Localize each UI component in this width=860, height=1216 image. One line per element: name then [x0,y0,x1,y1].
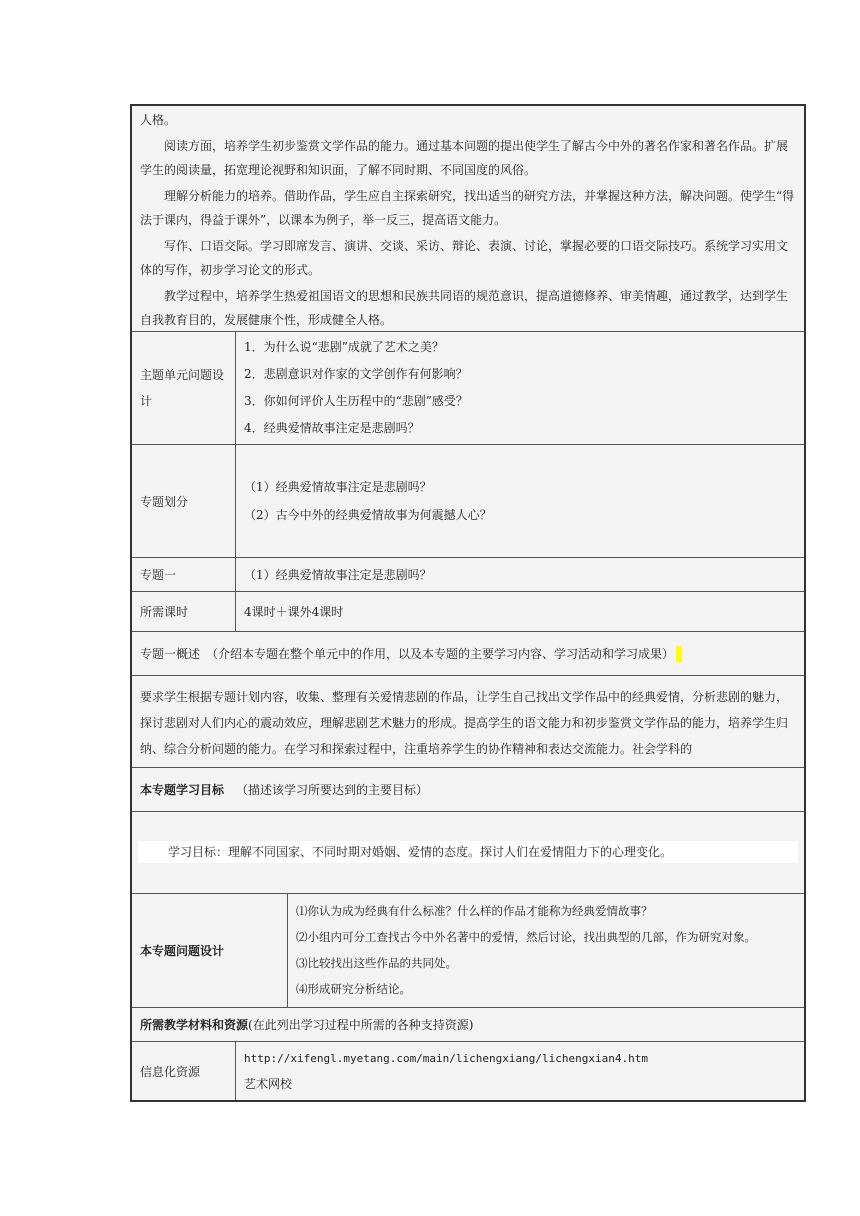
unit-questions-label [132,332,236,444]
goals-body-bar [138,841,798,863]
problem-design-label-text: 本专题问题设计 [140,944,225,958]
problem-design-label [132,894,288,1007]
intro-line: 人格。 [140,113,177,127]
goals-body-row [132,812,804,894]
resources-label-text: 信息化资源 [140,1064,201,1079]
unit-question-item: 2．悲剧意识对作家的文学创作有何影响？ [244,367,468,381]
resources-label [132,1042,236,1100]
unit-questions-row [132,332,804,445]
lesson-plan-table [130,104,806,1102]
overview-body: 要求学生根据专题计划内容，收集、整理有关爱情悲剧的作品，让学生自己找出文学作品中的经典爱情，分析悲剧的魅力，探讨悲剧对人们内心的震动效应，理解悲剧艺术魅力的形成。提高学生的语文能力和初步鉴赏文学作品的能力，培养学生归纳、综合分析问题的能力。在学习和探索过程中，注重培养学生的协作精神和表达交流能力。社会学科的 [140,690,789,756]
topic-item: （2）古今中外的经典爱情故事为何震撼人心？ [244,508,492,522]
intro-paragraph-analysis: 理解分析能力的培养。借助作品，学生应自主探索研究，找出适当的研究方法，并掌握这种方法，解决问题。使学生“得法于课内，得益于课外”，以课本为例子，举一反三，提高语文能力。 [140,189,795,227]
problem-item: ⑵小组内可分工查找古今中外名著中的爱情，然后讨论，找出典型的几部，作为研究对象。 [296,930,756,944]
topics-list [236,445,804,557]
goals-heading-row [132,768,804,812]
unit-question-item: 3．你如何评价人生历程中的“悲剧”感受？ [244,394,468,408]
topic-one-row [132,558,804,592]
goals-heading: 本专题学习目标 [140,783,225,797]
overview-body-row [132,676,804,768]
overview-heading-row [132,632,804,676]
resources-heading-row [132,1008,804,1042]
resource-link[interactable]: http://xifengl.myetang.com/main/lichengxiang/lichengxian4.htm [244,1052,648,1065]
intro-paragraph-reading: 阅读方面，培养学生初步鉴赏文学作品的能力。通过基本问题的提出使学生了解古今中外的著名作家和著名作品。扩展学生的阅读量，拓宽理论视野和知识面，了解不同时期、不同国度的风俗。 [140,139,789,177]
topic-one-label [132,558,236,591]
resources-row [132,1042,804,1100]
topics-label-text: 专题划分 [140,494,189,509]
hours-label-text: 所需课时 [140,605,189,619]
problem-item: ⑷形成研究分析结论。 [296,982,411,996]
topics-row [132,445,804,558]
unit-question-item: 4．经典爱情故事注定是悲剧吗？ [244,421,420,435]
overview-heading: 专题一概述 （介绍本专题在整个单元中的作用，以及本专题的主要学习内容、学习活动和学习成果） [140,647,675,661]
resources-list [236,1042,804,1100]
resource-item: 艺术网校 [244,1077,293,1091]
unit-questions-list [236,332,804,444]
topic-one-value-text: （1）经典爱情故事注定是悲剧吗？ [244,568,432,582]
topic-one-label-text: 专题一 [140,568,177,582]
problem-item: ⑴你认为成为经典有什么标准？什么样的作品才能称为经典爱情故事？ [296,904,653,918]
resources-heading-note: (在此列出学习过程中所需的各种支持资源) [248,1018,474,1032]
topic-one-value [236,558,804,591]
hours-value [236,592,804,631]
goals-body: 学习目标：理解不同国家、不同时期对婚姻、爱情的态度。探讨人们在爱情阻力下的心理变化。 [168,845,673,859]
resources-heading: 所需教学材料和资源 [140,1018,249,1032]
topic-item: （1）经典爱情故事注定是悲剧吗？ [244,480,432,494]
unit-questions-label-text: 主题单元问题设计 [140,368,225,408]
unit-question-item: 1．为什么说“悲剧”成就了艺术之美？ [244,340,444,354]
problem-design-row [132,894,804,1008]
intro-paragraph-writing: 写作、口语交际。学习即席发言、演讲、交谈、采访、辩论、表演、讨论，掌握必要的口语交际技巧。系统学习实用文体的写作，初步学习论文的形式。 [140,239,789,277]
topics-label [132,445,236,557]
problem-item: ⑶比较找出这些作品的共同处。 [296,956,457,970]
goals-heading-note: （描述该学习所要达到的主要目标） [236,783,429,797]
intro-section [132,106,804,332]
hours-value-text: 4课时＋课外4课时 [244,605,344,619]
problem-design-list [288,894,804,1007]
intro-paragraph-teaching: 教学过程中，培养学生热爱祖国语文的思想和民族共同语的规范意识，提高道德修养、审美情趣，通过教学，达到学生自我教育目的，发展健康个性，形成健全人格。 [140,289,789,327]
hours-label [132,592,236,631]
highlight-mark [676,646,682,662]
hours-row [132,592,804,632]
